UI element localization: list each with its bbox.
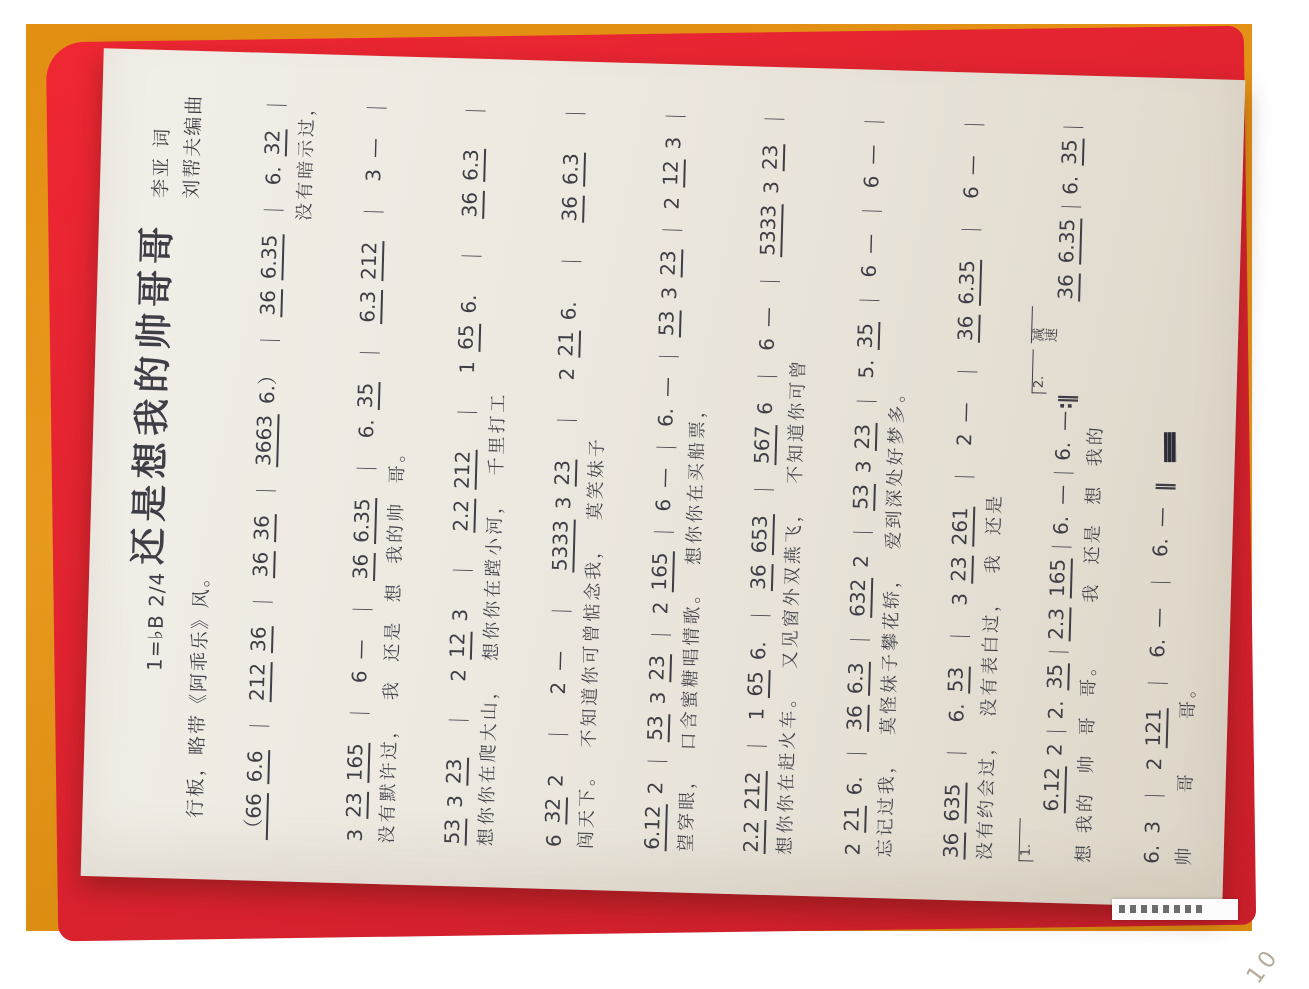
lyrics-row: 帅 哥 哥。 xyxy=(1173,676,1200,866)
barline: ｜ xyxy=(1045,721,1070,742)
barline: ｜ xyxy=(862,111,888,133)
lyrics-row: 没有约会过， 没有表白过， 我 还是 xyxy=(974,492,1006,861)
barline: ｜ xyxy=(455,401,481,423)
final-bar-scribble xyxy=(1164,433,1176,463)
measure: 2 12 3 xyxy=(657,136,686,210)
measure: 5. 35 xyxy=(853,322,881,380)
music-lines xyxy=(218,93,1216,866)
barline: ｜ xyxy=(755,366,781,387)
barline: ｜ xyxy=(944,742,970,764)
measure: 6 — xyxy=(754,306,781,352)
score-header xyxy=(116,90,239,839)
measure: 36 6.3 xyxy=(843,661,871,732)
measure: 6 — xyxy=(650,467,676,512)
barline: ｜ xyxy=(854,390,880,412)
barline: ｜ xyxy=(752,479,778,500)
measure: 6. — xyxy=(653,376,679,428)
music-line xyxy=(226,93,320,841)
credits xyxy=(146,92,211,199)
barline: ｜ xyxy=(851,522,876,543)
sticker-label xyxy=(1112,899,1238,920)
measure: 212 36 xyxy=(246,625,274,702)
pencil-page-number: 10 xyxy=(1241,943,1285,989)
measure: 2.3 165 xyxy=(1045,558,1073,642)
barline: ｜ xyxy=(264,94,290,116)
barline: ｜ xyxy=(1052,462,1077,484)
measure: 2 — xyxy=(545,650,572,695)
measure: 6 — xyxy=(958,154,984,200)
lyrics-row: 望穿眼， 口含蜜糖唱情歌。 想你你在买船票， xyxy=(675,396,709,853)
music-line xyxy=(325,96,419,844)
measure: 1 65 6. xyxy=(743,640,771,721)
measure: 6.12 2 xyxy=(1039,743,1067,812)
measure: 3 23 165 xyxy=(341,742,370,843)
lyrics-row: 想 我的 帅 哥 哥。 我 还是 想 我的 xyxy=(1073,424,1107,864)
measure: 3663 6.） xyxy=(251,364,280,467)
measure: 6. 3 xyxy=(1139,820,1165,865)
barline: ｜ xyxy=(654,437,679,458)
measure: 53 3 23 xyxy=(441,757,469,845)
music-line xyxy=(624,104,718,852)
measure: 6. — xyxy=(1145,607,1171,659)
measure: （66 6.6 xyxy=(242,749,271,840)
lyrics-row: 想你你在爬大山， 想你你在蹚小河， 千里打工 xyxy=(475,391,510,847)
measure: 36 36 xyxy=(249,514,277,579)
barline: ｜ xyxy=(848,629,873,651)
measure: 53 3 23 xyxy=(643,654,671,742)
measure: 2. 35 xyxy=(1043,662,1071,720)
barline: ｜ xyxy=(656,346,682,367)
music-line xyxy=(425,99,519,847)
measure: 2 — xyxy=(951,402,977,447)
barline: ｜ xyxy=(364,97,390,119)
composer-credit: 刘帮夫编曲 xyxy=(180,93,206,200)
barline: ｜ xyxy=(350,599,376,620)
barline: ｜ xyxy=(549,600,575,622)
barline: ｜ xyxy=(648,624,674,646)
barline: ｜ xyxy=(447,709,472,731)
barline: ｜ xyxy=(258,330,283,351)
song-title: 还是想我的帅哥哥 xyxy=(126,220,179,566)
barline: ｜ xyxy=(1059,196,1085,218)
barline: ｜ xyxy=(959,219,984,240)
measure: 36 635 xyxy=(939,782,967,859)
ritard-marking: 减速 xyxy=(1031,306,1060,345)
barline: ｜ xyxy=(262,199,287,221)
barline: ｜ xyxy=(962,114,987,136)
measure: 36 6.35 xyxy=(349,497,377,581)
barline: ｜ xyxy=(952,466,978,488)
barline: ｜ xyxy=(1050,536,1075,558)
barline: ｜ xyxy=(860,200,885,222)
measure: 6. — xyxy=(1048,484,1075,536)
measure: 6 — xyxy=(346,639,373,684)
measure: 2 12 3 xyxy=(445,608,473,683)
music-line xyxy=(923,113,1017,861)
lyrics-row: 没有默许过， 我 还是 想 我的帅 哥。 xyxy=(376,441,409,844)
key-time-signature: 1=♭B 2/4 xyxy=(142,571,170,672)
barline: ｜ xyxy=(651,521,677,543)
barline: ｜ xyxy=(758,271,784,292)
measure: 36 6.3 xyxy=(558,152,586,223)
volta-bracket: 2. xyxy=(1032,350,1048,394)
barline: ｜ xyxy=(555,410,580,431)
jianpu-score xyxy=(91,59,1235,896)
measure: 6.3 212 xyxy=(356,240,384,324)
measure: 567 6 xyxy=(749,401,778,465)
barline: ｜ xyxy=(857,289,883,311)
measure: 2 21 6. xyxy=(553,300,581,381)
barline: ｜ xyxy=(955,361,980,383)
barline: ｜ xyxy=(1047,641,1072,663)
barline: ｜ xyxy=(663,105,689,127)
repeat-or-final-barline: ‖ xyxy=(1151,482,1176,493)
barline: ｜ xyxy=(645,750,670,772)
music-line xyxy=(724,107,818,855)
barline: ｜ xyxy=(247,715,273,737)
music-line xyxy=(525,102,619,850)
barline: ｜ xyxy=(745,735,771,757)
barline: ｜ xyxy=(464,100,489,122)
barline: ｜ xyxy=(563,103,589,124)
barline: ｜ xyxy=(660,219,685,241)
measure: 632 2 xyxy=(845,554,873,618)
music-sheet-paper xyxy=(81,48,1285,989)
barline: ｜ xyxy=(361,201,387,223)
barline: ｜ xyxy=(1061,117,1087,138)
measure: 5333 3 23 xyxy=(757,143,786,257)
barline: ｜ xyxy=(845,743,870,764)
lyrics-row: 想你你在赶火车。 又见窗外双燕飞， 不知道你可曾 xyxy=(774,357,810,855)
barline: ｜ xyxy=(251,591,276,613)
volta-bracket: 1. xyxy=(1019,818,1035,862)
measure: 5333 3 23 xyxy=(548,459,577,573)
lyrics-row: 没有暗示过， xyxy=(294,94,319,222)
music-line xyxy=(1122,431,1207,866)
barline: ｜ xyxy=(354,458,380,479)
measure: 1 65 6. xyxy=(453,294,482,375)
measure: 2 165 xyxy=(647,551,675,616)
measure: 2 21 6. xyxy=(839,775,867,856)
sticker-label-text-smudge xyxy=(1119,905,1205,913)
measure: 6. 35 xyxy=(1057,138,1085,196)
lyricist-credit: 李亚 词 xyxy=(149,126,174,199)
barline: ｜ xyxy=(948,625,973,647)
measure: 36 6.35 xyxy=(256,233,284,317)
barline: ｜ xyxy=(559,251,585,272)
measure: 3 — xyxy=(360,137,387,183)
barline: ｜ xyxy=(357,342,383,364)
measure: 2.2 212 xyxy=(450,449,478,533)
measure: 6. 32 xyxy=(260,128,288,186)
barline: ｜ xyxy=(254,480,279,502)
barline: ｜ xyxy=(1148,572,1174,593)
barline: ｜ xyxy=(1146,672,1171,694)
measure: 6 32 2 xyxy=(540,773,568,848)
measure: 53 3 23 xyxy=(655,249,683,337)
barline: ｜ xyxy=(749,605,774,626)
tempo-marking: 行板，略带《阿乖乐》风。 xyxy=(184,565,214,819)
notation-row xyxy=(1122,431,1176,865)
measure: 6. 53 xyxy=(943,665,971,723)
measure: 6 — xyxy=(856,233,882,278)
measure: 53 3 23 xyxy=(849,423,877,511)
repeat-or-final-barline: ∶‖ xyxy=(1054,394,1079,410)
barline: ｜ xyxy=(460,245,485,267)
measure: 36 6.35 xyxy=(954,259,982,343)
measure: 6. — xyxy=(1050,410,1077,462)
barline: ｜ xyxy=(347,702,373,724)
measure: 6 — xyxy=(859,144,885,189)
measure: 36 6.35 xyxy=(1054,217,1082,301)
measure: 3 23 261 xyxy=(946,506,975,607)
lyrics-row: 忘记过我， 莫怪妹子攀花轿， 爱到深处好梦多。 xyxy=(874,381,909,858)
lyrics-row: 闯天下。 不知道你可曾惦念我， 莫笑妹子 xyxy=(575,435,609,850)
measure: 2.2 212 xyxy=(740,770,768,854)
music-line xyxy=(1018,115,1117,864)
barline: ｜ xyxy=(451,559,476,581)
measure: 6. 35 xyxy=(353,381,381,439)
measure: 36 653 xyxy=(747,514,775,591)
barline: ｜ xyxy=(1142,785,1168,807)
measure: 36 6.3 xyxy=(458,148,486,219)
music-line xyxy=(823,110,917,858)
barline: ｜ xyxy=(763,108,788,130)
measure: 6.12 2 xyxy=(639,781,668,851)
measure: 2 121 xyxy=(1141,707,1169,772)
measure: 6. — xyxy=(1147,506,1174,558)
barline: ｜ xyxy=(546,724,572,745)
